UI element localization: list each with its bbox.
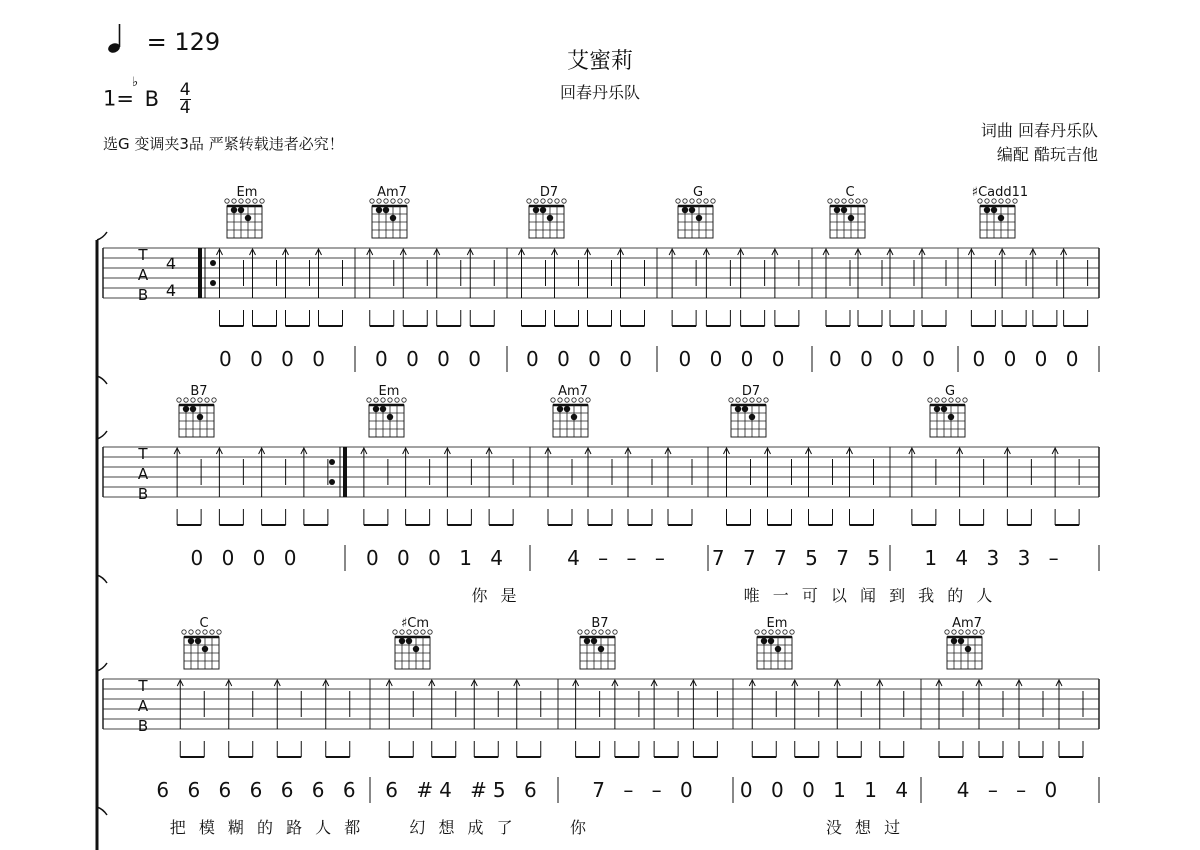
chord-name: Am7: [952, 616, 982, 631]
chord-open-marker: [182, 630, 186, 634]
tempo-value: = 129: [146, 28, 221, 56]
chord-open-marker: [585, 630, 589, 634]
chord-open-marker: [586, 398, 590, 402]
chord-open-marker: [842, 199, 846, 203]
chord-name: Am7: [377, 185, 407, 200]
chord-diagram: [828, 199, 867, 238]
repeat-dot: [329, 459, 335, 465]
chord-open-marker: [762, 630, 766, 634]
chord-open-marker: [729, 398, 733, 402]
chord-diagram: [225, 199, 264, 238]
jianpu-measure: 0 0 0 0: [829, 347, 941, 371]
chord-finger-dot: [195, 638, 201, 644]
jianpu-measure: 6 #4 #5 6: [385, 778, 543, 802]
chord-open-marker: [963, 398, 967, 402]
chord-name: B7: [591, 616, 609, 631]
tab-clef-letter: T: [138, 445, 148, 463]
jianpu-measure: 7 7 7 5 7 5: [711, 546, 887, 570]
jianpu-measure: 0 0 0 0: [375, 347, 487, 371]
chord-name: B7: [190, 384, 208, 399]
chord-diagram: [177, 398, 216, 437]
chord-finger-dot: [571, 414, 577, 420]
chord-open-marker: [534, 199, 538, 203]
tab-clef-letter: T: [138, 246, 148, 264]
chord-finger-dot: [934, 406, 940, 412]
jianpu-measure: 0 0 0 0: [972, 347, 1085, 371]
chord-open-marker: [428, 630, 432, 634]
chord-name: D7: [539, 185, 559, 200]
chord-finger-dot: [696, 215, 702, 221]
chord-finger-dot: [689, 207, 695, 213]
chord-finger-dot: [584, 638, 590, 644]
lyric-line: 没 想 过: [825, 818, 905, 837]
chord-open-marker: [676, 199, 680, 203]
chord-open-marker: [210, 630, 214, 634]
chord-name: G: [944, 384, 956, 399]
chord-open-marker: [935, 398, 939, 402]
repeat-dot: [329, 479, 335, 485]
chord-open-marker: [393, 630, 397, 634]
chord-name: G: [692, 185, 704, 200]
jianpu-measure: 0 0 0 0: [526, 347, 638, 371]
chord-finger-dot: [598, 646, 604, 652]
chord-finger-dot: [380, 406, 386, 412]
tab-time-num: 4: [165, 254, 177, 273]
chord-name: Em: [378, 384, 400, 399]
chord-finger-dot: [202, 646, 208, 652]
chord-finger-dot: [958, 638, 964, 644]
chord-open-marker: [764, 398, 768, 402]
chord-finger-dot: [848, 215, 854, 221]
chord-diagram: [928, 398, 967, 437]
chord-finger-dot: [761, 638, 767, 644]
song-artist: 回春丹乐队: [559, 83, 640, 102]
lyric-line: 唯 一 可 以 闻 到 我 的 人: [743, 586, 997, 605]
chord-open-marker: [683, 199, 687, 203]
chord-diagram: [551, 398, 590, 437]
chord-open-marker: [928, 398, 932, 402]
chord-finger-dot: [591, 638, 597, 644]
tab-clef-letter: T: [138, 677, 148, 695]
jianpu-measure: 7 – – 0: [592, 778, 699, 802]
lyric-line: 你: [569, 818, 591, 837]
lyric-line: 你 是: [471, 586, 521, 605]
chord-finger-dot: [951, 638, 957, 644]
chord-name: C: [845, 185, 855, 200]
chord-finger-dot: [399, 638, 405, 644]
chord-open-marker: [755, 630, 759, 634]
jianpu-measure: 0 0 0 1 4: [365, 546, 510, 570]
chord-open-marker: [863, 199, 867, 203]
jianpu-measure: 0 0 0 0: [190, 546, 303, 570]
chord-name: Em: [766, 616, 788, 631]
chord-open-marker: [711, 199, 715, 203]
chord-open-marker: [196, 630, 200, 634]
chord-finger-dot: [188, 638, 194, 644]
jianpu-measure: 0 0 0 1 1 4: [739, 778, 915, 802]
chord-open-marker: [225, 199, 229, 203]
chord-finger-dot: [998, 215, 1004, 221]
chord-finger-dot: [557, 406, 563, 412]
chord-open-marker: [260, 199, 264, 203]
chord-open-marker: [184, 398, 188, 402]
chord-finger-dot: [373, 406, 379, 412]
jianpu-measure: 6 6 6 6 6 6 6: [156, 778, 362, 802]
tab-clef-letter: A: [137, 697, 149, 715]
chord-finger-dot: [682, 207, 688, 213]
chord-finger-dot: [383, 207, 389, 213]
chord-finger-dot: [564, 406, 570, 412]
chord-finger-dot: [984, 207, 990, 213]
chord-diagram: [978, 199, 1017, 238]
jianpu-measure: 1 4 3 3 –: [924, 546, 1065, 570]
tab-time-den: 4: [165, 281, 177, 300]
chord-finger-dot: [190, 406, 196, 412]
chord-finger-dot: [547, 215, 553, 221]
chord-finger-dot: [749, 414, 755, 420]
chord-open-marker: [402, 398, 406, 402]
chord-open-marker: [790, 630, 794, 634]
song-title: 艾蜜莉: [566, 49, 633, 74]
key-prefix: 1=: [103, 86, 134, 111]
chord-name: D7: [741, 384, 761, 399]
chord-diagram: [676, 199, 715, 238]
tab-clef-letter: B: [137, 485, 149, 503]
chord-finger-dot: [406, 638, 412, 644]
jianpu-measure: 0 0 0 0: [678, 347, 791, 371]
lyric-line: 把 模 糊 的 路 人 都: [169, 818, 365, 837]
capo-note: 选G 变调夹3品 严紧转载违者必究！: [103, 135, 344, 153]
chord-diagram: [945, 630, 984, 669]
chord-diagram: [393, 630, 432, 669]
chord-name: Em: [236, 185, 258, 200]
credit-arrange: 编配 酷玩吉他: [996, 145, 1098, 164]
jianpu-measure: 4 – – –: [567, 546, 671, 570]
jianpu-measure: 4 – – 0: [956, 778, 1064, 802]
chord-open-marker: [956, 398, 960, 402]
time-numerator: 4: [179, 80, 191, 100]
chord-open-marker: [370, 199, 374, 203]
chord-open-marker: [232, 199, 236, 203]
chord-name: ♯Cm: [400, 616, 430, 631]
chord-open-marker: [980, 630, 984, 634]
chord-finger-dot: [735, 406, 741, 412]
chord-open-marker: [736, 398, 740, 402]
chord-finger-dot: [197, 414, 203, 420]
chord-open-marker: [189, 630, 193, 634]
chord-finger-dot: [183, 406, 189, 412]
chord-finger-dot: [376, 207, 382, 213]
chord-finger-dot: [387, 414, 393, 420]
chord-finger-dot: [948, 414, 954, 420]
credit-lyrics: 词曲 回春丹乐队: [980, 121, 1098, 140]
chord-diagram: [578, 630, 617, 669]
key-note: B: [144, 86, 160, 111]
chord-diagram: [182, 630, 221, 669]
tab-clef-letter: A: [137, 266, 149, 284]
chord-finger-dot: [841, 207, 847, 213]
chord-open-marker: [527, 199, 531, 203]
chord-open-marker: [835, 199, 839, 203]
chord-finger-dot: [390, 215, 396, 221]
key-flat: ♭: [131, 74, 139, 90]
chord-finger-dot: [775, 646, 781, 652]
chord-open-marker: [704, 199, 708, 203]
chord-diagram: [370, 199, 409, 238]
repeat-dot: [210, 280, 216, 286]
chord-finger-dot: [231, 207, 237, 213]
chord-name: C: [199, 616, 209, 631]
chord-diagram: [755, 630, 794, 669]
chord-open-marker: [367, 398, 371, 402]
tab-clef-letter: B: [137, 717, 149, 735]
chord-finger-dot: [768, 638, 774, 644]
chord-finger-dot: [533, 207, 539, 213]
chord-finger-dot: [991, 207, 997, 213]
chord-open-marker: [551, 398, 555, 402]
chord-diagram: [367, 398, 406, 437]
tab-clef-letter: A: [137, 465, 149, 483]
bracket-curl: [97, 232, 107, 240]
time-denominator: 4: [179, 98, 191, 118]
jianpu-measure: 0 0 0 0: [219, 347, 331, 371]
chord-open-marker: [856, 199, 860, 203]
chord-finger-dot: [742, 406, 748, 412]
chord-open-marker: [945, 630, 949, 634]
chord-finger-dot: [540, 207, 546, 213]
chord-name: Am7: [558, 384, 588, 399]
lyric-line: 幻 想 成 了: [409, 818, 517, 837]
chord-finger-dot: [413, 646, 419, 652]
chord-open-marker: [212, 398, 216, 402]
chord-diagram: [527, 199, 566, 238]
chord-open-marker: [374, 398, 378, 402]
chord-finger-dot: [245, 215, 251, 221]
chord-open-marker: [177, 398, 181, 402]
chord-open-marker: [562, 199, 566, 203]
chord-open-marker: [578, 630, 582, 634]
chord-finger-dot: [834, 207, 840, 213]
repeat-dot: [210, 260, 216, 266]
chord-open-marker: [613, 630, 617, 634]
chord-finger-dot: [965, 646, 971, 652]
chord-open-marker: [405, 199, 409, 203]
chord-open-marker: [828, 199, 832, 203]
chord-finger-dot: [238, 207, 244, 213]
chord-diagram: [729, 398, 768, 437]
tab-clef-letter: B: [137, 286, 149, 304]
chord-name: ♯Cadd11: [971, 185, 1029, 200]
chord-finger-dot: [941, 406, 947, 412]
chord-open-marker: [217, 630, 221, 634]
